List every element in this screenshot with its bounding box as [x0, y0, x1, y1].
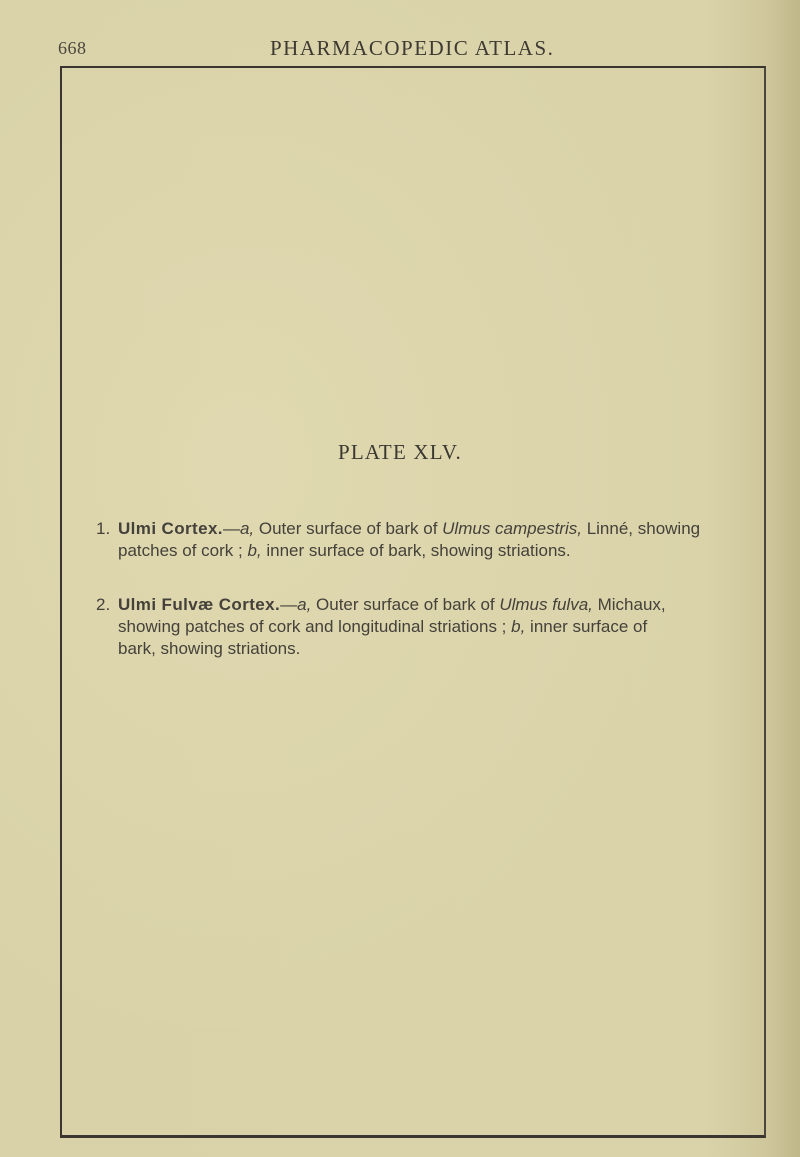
- entry-number: 1.: [96, 519, 111, 538]
- entry-a-text: Outer surface of bark of: [254, 519, 443, 538]
- entry-dash: —: [222, 519, 240, 538]
- entry-label-a: a,: [297, 595, 312, 614]
- entry-line1-end: Linné, showing: [581, 519, 701, 538]
- entry-line2-end: inner surface of: [525, 617, 648, 636]
- entry-label-b: b,: [247, 541, 262, 560]
- entry-line2-start: patches of cork ;: [118, 541, 248, 560]
- entry-species: Ulmus campestris,: [442, 519, 582, 538]
- entry-number: 2.: [96, 595, 111, 614]
- running-head: PHARMACOPEDIC ATLAS.: [270, 36, 555, 60]
- entry-drug-name: Ulmi Cortex.: [118, 519, 223, 538]
- entry-line-2: [96, 616, 746, 638]
- entry-label-b: b,: [511, 617, 526, 636]
- entry-dash: —: [280, 595, 298, 614]
- plate-entry-1: [96, 518, 746, 562]
- entry-line2-start: showing patches of cork and longitudinal striations ;: [118, 617, 512, 636]
- entry-drug-name: Ulmi Fulvæ Cortex.: [118, 595, 281, 614]
- entry-a-text: Outer surface of bark of: [311, 595, 500, 614]
- plate-title: PLATE XLV.: [337, 440, 463, 464]
- plate-entry-2: [96, 594, 746, 660]
- entry-line2-end: inner surface of bark, showing striations.: [261, 541, 571, 560]
- entry-species: Ulmus fulva,: [499, 595, 593, 614]
- page-number: 668: [58, 38, 87, 58]
- entry-line1-end: Michaux,: [592, 595, 666, 614]
- entry-line-3: bark, showing striations.: [118, 639, 301, 658]
- entry-label-a: a,: [239, 519, 255, 538]
- entry-line-2: [96, 540, 746, 562]
